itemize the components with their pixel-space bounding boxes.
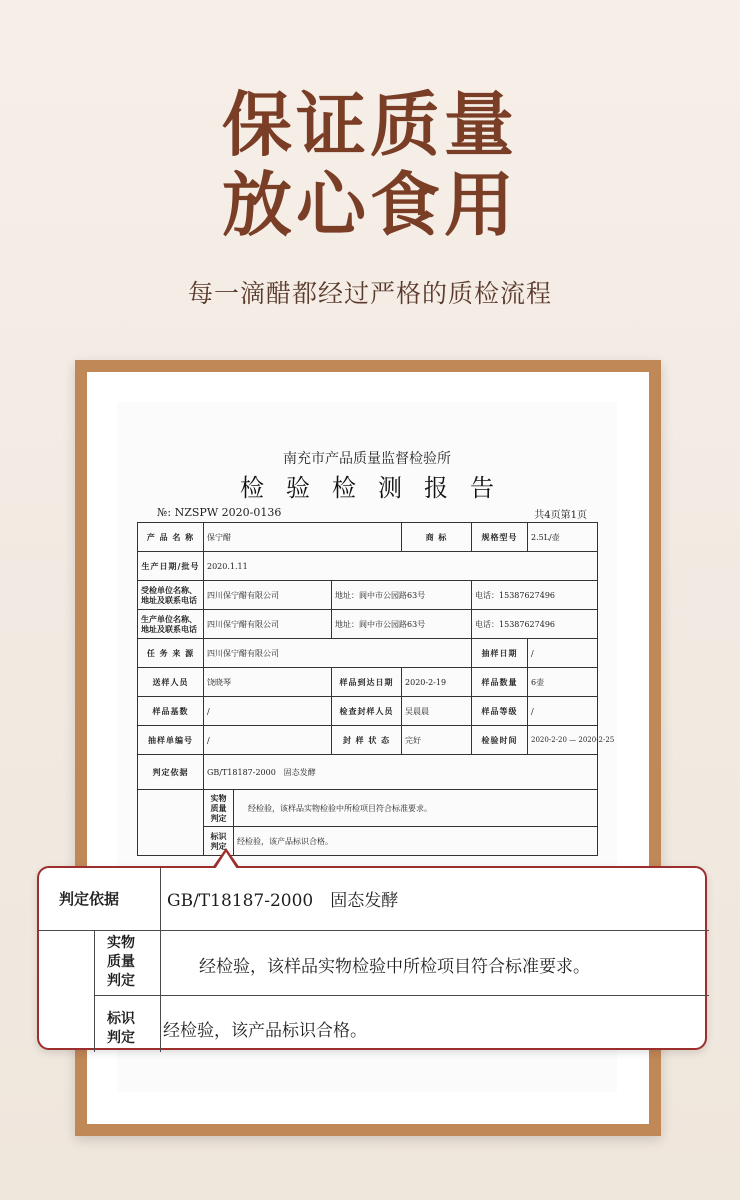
cell-value: 经检验，该产品标识合格。: [234, 827, 598, 856]
cell-value: /: [528, 639, 598, 668]
headline-line-1: 保证质量: [222, 84, 518, 166]
table-row: [138, 790, 598, 827]
cell-label: 送样人员: [138, 668, 204, 697]
cell-value: 2020.1.11: [204, 552, 598, 581]
basis-value: GB/T18187-2000 固态发酵: [167, 891, 399, 911]
cell-label: 判定依据: [138, 755, 204, 790]
mark-label: [107, 1010, 135, 1048]
table-row: [138, 552, 598, 581]
cell-value: GB/T18187-2000 固态发酵: [204, 755, 598, 790]
table-row: [138, 581, 598, 610]
cell-label: 样品基数: [138, 697, 204, 726]
cell-value: 2020-2-20 — 2020-2-25: [528, 726, 598, 755]
table-row: [138, 639, 598, 668]
quality-label-2: 质量: [107, 954, 135, 970]
callout-divider: [39, 930, 709, 931]
cell-value: 电话：15387627496: [472, 610, 598, 639]
quality-label-1: 实物: [107, 935, 135, 951]
zoomed-callout: [37, 866, 707, 1050]
quality-label-3: 判定: [107, 973, 135, 989]
cell-label: 样品等级: [472, 697, 528, 726]
cell-value: 2020-2-19: [402, 668, 472, 697]
cell-value: 四川保宁醋有限公司: [204, 610, 332, 639]
cell-value: 6壶: [528, 668, 598, 697]
table-row: [138, 726, 598, 755]
cell-empty: [138, 790, 204, 827]
report-number: №: NZSPW 2020-0136: [157, 506, 282, 519]
mark-label-1: 标识: [107, 1011, 135, 1027]
cell-label: 样品数量: [472, 668, 528, 697]
cell-label: 生产日期/批号: [138, 552, 204, 581]
cell-label: 样品到达日期: [332, 668, 402, 697]
report-page: 共4页第1页: [534, 510, 587, 521]
cell-empty: [138, 827, 204, 856]
table-row: [138, 697, 598, 726]
quality-label: [107, 934, 135, 991]
cell-label: 标识判定: [204, 827, 234, 856]
callout-pointer-inner: [215, 852, 237, 869]
basis-label: 判定依据: [59, 890, 120, 908]
table-row: [138, 668, 598, 697]
cell-label: 抽样单编号: [138, 726, 204, 755]
subtitle: 每一滴醋都经过严格的质检流程: [187, 279, 552, 308]
callout-divider: [94, 995, 709, 996]
headline-line-2: 放心食用: [222, 164, 518, 246]
cell-value: 完好: [402, 726, 472, 755]
table-row: [138, 755, 598, 790]
cell-label: 产 品 名 称: [138, 523, 204, 552]
cell-value: 吴晨晨: [402, 697, 472, 726]
cell-value: /: [204, 726, 332, 755]
cell-value: 地址：阆中市公园路63号: [332, 581, 472, 610]
callout-divider: [160, 868, 161, 1052]
cell-label: 检查封样人员: [332, 697, 402, 726]
cell-label: 商 标: [402, 523, 472, 552]
report-table: [137, 522, 615, 856]
cell-value: 2.5L/壶: [528, 523, 598, 552]
cell-value: /: [204, 697, 332, 726]
report-organization: 南充市产品质量监督检验所: [283, 451, 451, 467]
cell-value: 四川保宁醋有限公司: [204, 639, 472, 668]
cell-label: 生产单位名称、地址及联系电话: [138, 610, 204, 639]
table-row: [138, 610, 598, 639]
cell-label: 任 务 来 源: [138, 639, 204, 668]
cell-value: 经检验，该样品实物检验中所检项目符合标准要求。: [234, 790, 598, 827]
cell-value: 电话：15387627496: [472, 581, 598, 610]
report-title: 检验检测报告: [240, 474, 516, 502]
quality-result: 经检验，该样品实物检验中所检项目符合标准要求。: [199, 957, 590, 977]
cell-value: 饶晓琴: [204, 668, 332, 697]
cell-label: 实物质量判定: [204, 790, 234, 827]
cell-label: 封 样 状 态: [332, 726, 402, 755]
mark-result: 经检验，该产品标识合格。: [163, 1021, 367, 1041]
cell-value: 地址：阆中市公园路63号: [332, 610, 472, 639]
cell-label: 规格型号: [472, 523, 528, 552]
table-row: [138, 523, 598, 552]
cell-value: 保宁醋: [204, 523, 402, 552]
cell-value: 四川保宁醋有限公司: [204, 581, 332, 610]
table-row: [138, 827, 598, 856]
cell-label: 受检单位名称、地址及联系电话: [138, 581, 204, 610]
cell-label: 检验时间: [472, 726, 528, 755]
callout-divider: [94, 930, 95, 1052]
cell-value: /: [528, 697, 598, 726]
mark-label-2: 判定: [107, 1030, 135, 1046]
cell-label: 抽样日期: [472, 639, 528, 668]
